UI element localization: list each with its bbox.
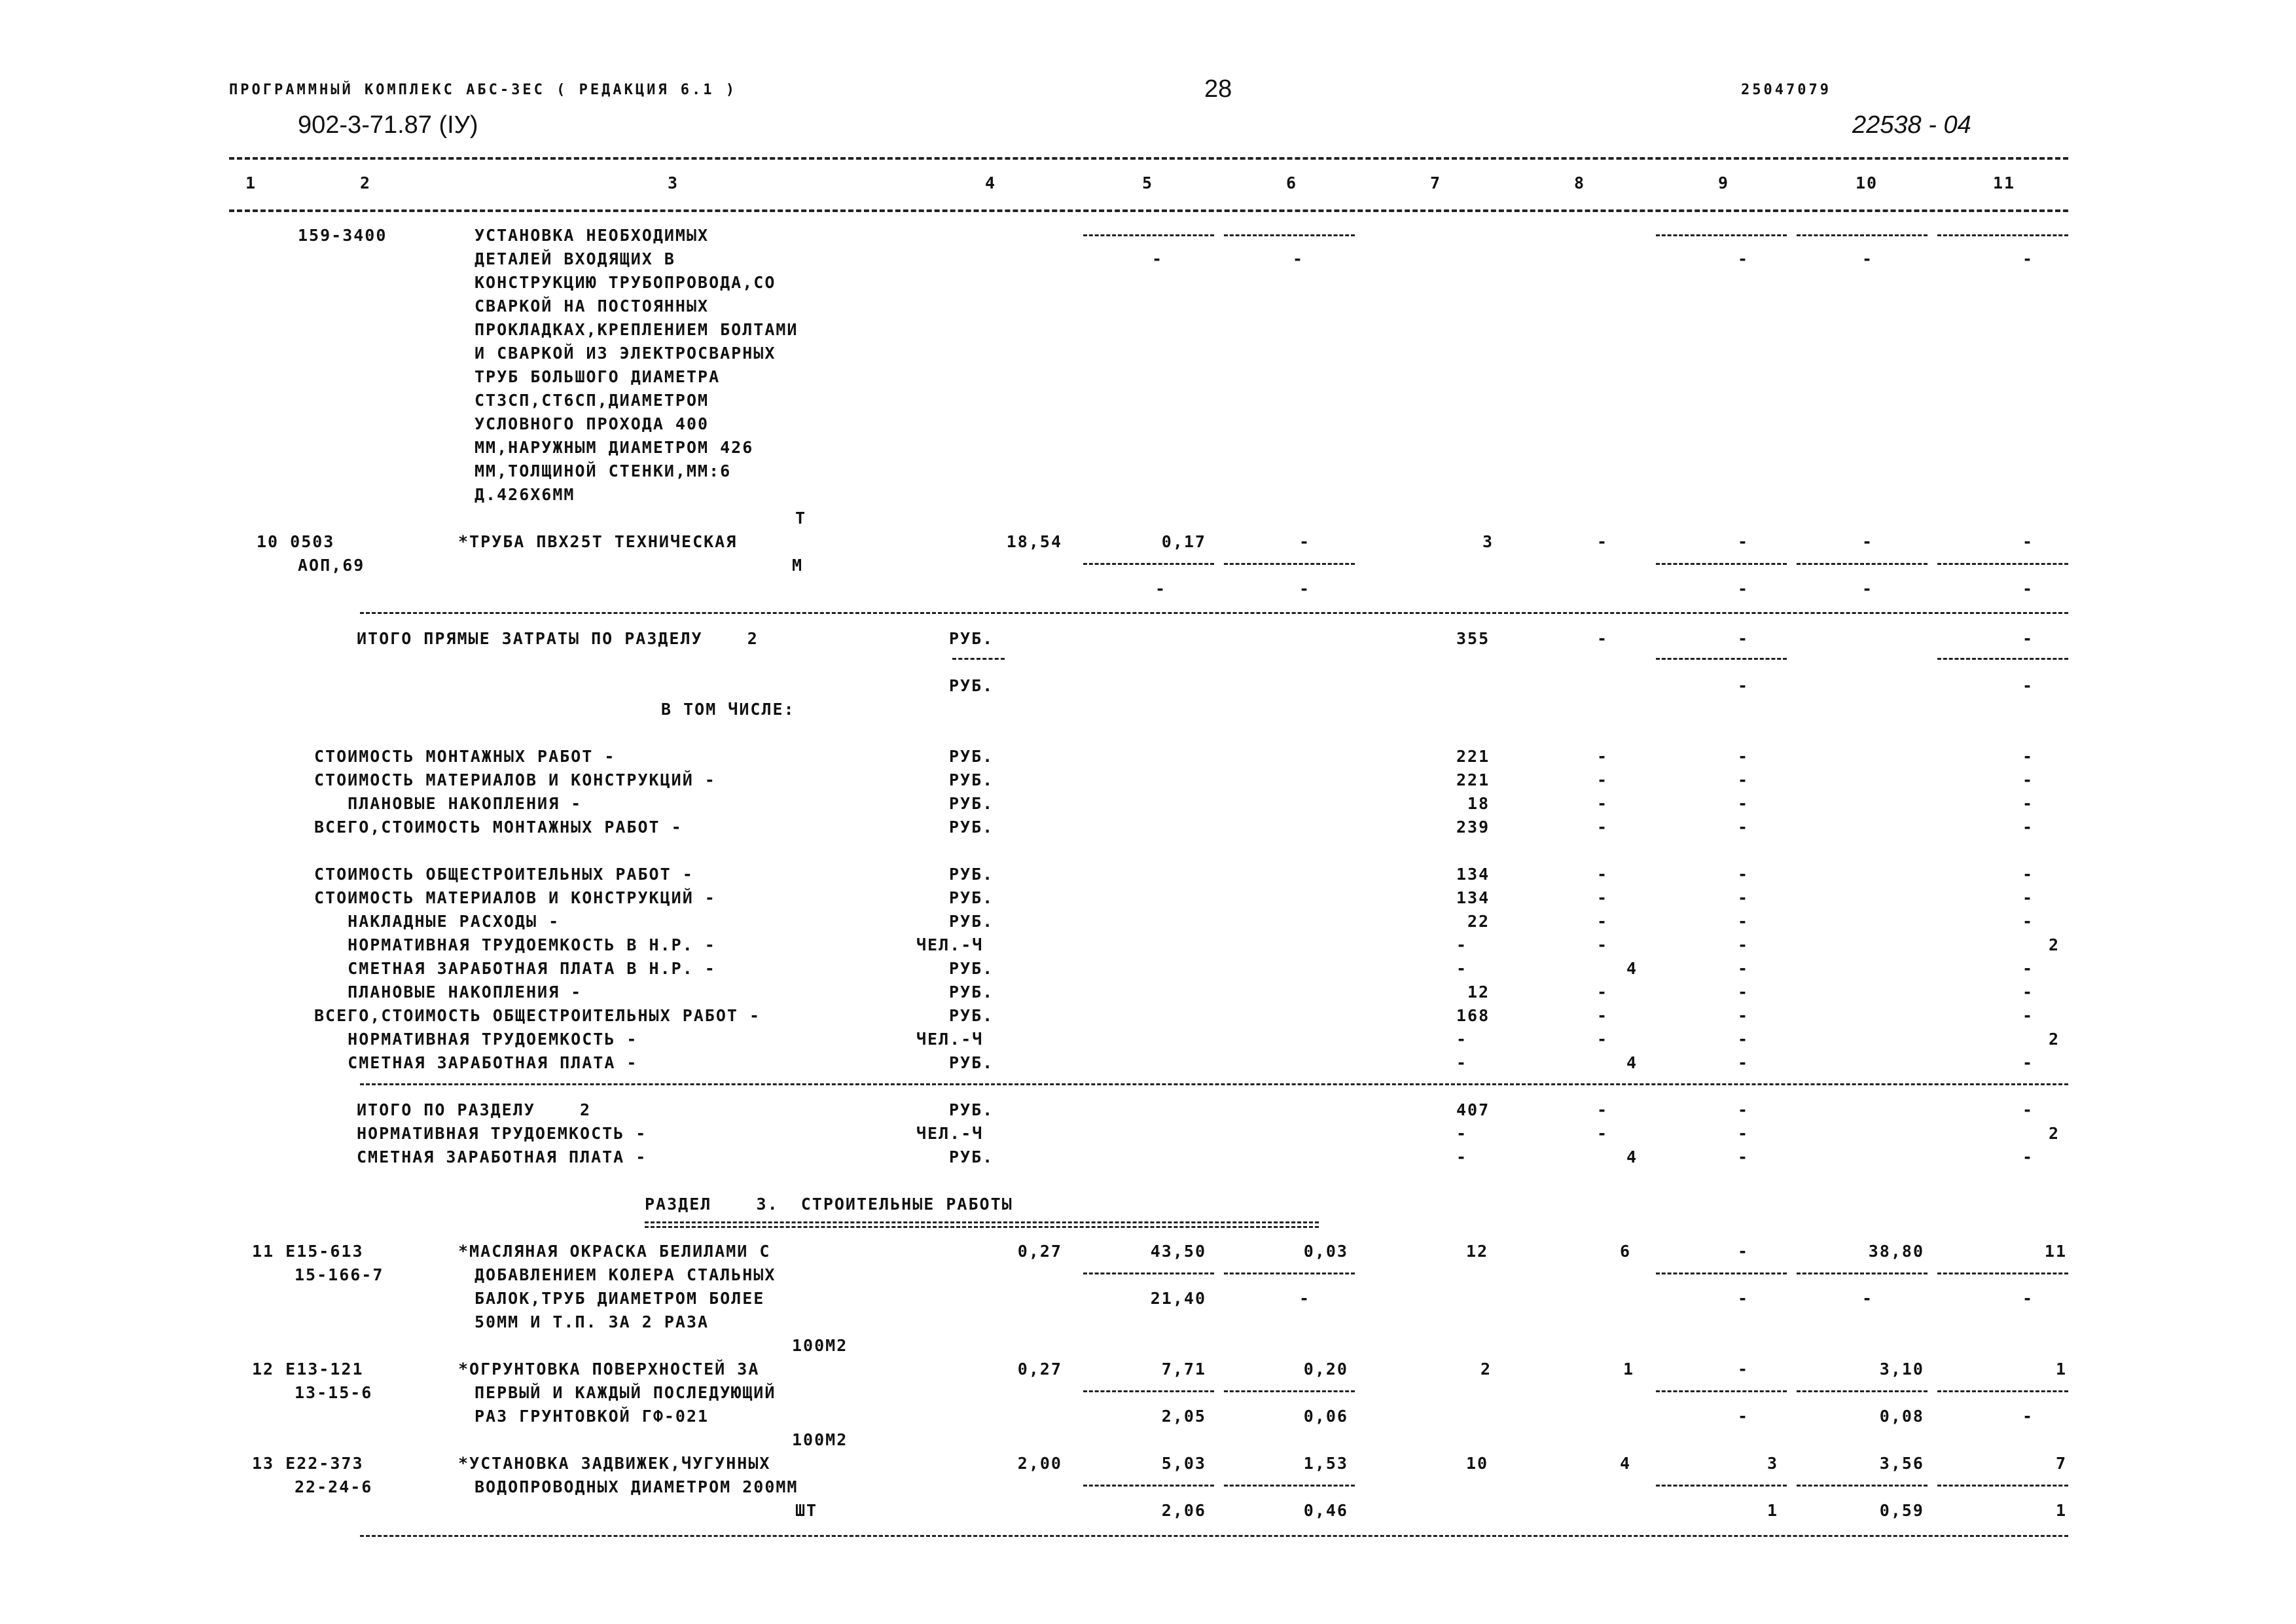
- list-item-c11: -: [2022, 770, 2034, 789]
- cell-c10b: 0,08: [1879, 1407, 1924, 1426]
- row-number: 10 0503: [257, 532, 335, 551]
- cell-divider: [1224, 234, 1355, 236]
- cell-c5b: 2,05: [1161, 1407, 1206, 1426]
- list-item: НОРМАТИВНАЯ ТРУДОЕМКОСТЬ -: [314, 1030, 638, 1049]
- list-item-c9: -: [1738, 794, 1749, 813]
- row-unit: ШТ: [795, 1501, 818, 1520]
- list-item: ВСЕГО,СТОИМОСТЬ ОБЩЕСТРОИТЕЛЬНЫХ РАБОТ -: [314, 1006, 761, 1025]
- list-item-c11: 2: [2049, 1030, 2060, 1049]
- cell-c9b: -: [1738, 579, 1749, 598]
- cell-c10: 3,10: [1879, 1360, 1924, 1379]
- list-item-c7: -: [1456, 1147, 1468, 1166]
- list-item-c8: -: [1597, 1100, 1609, 1119]
- cell-c9b: -: [1738, 1289, 1749, 1308]
- list-item-c9: -: [1738, 770, 1749, 789]
- list-item-c8: -: [1597, 912, 1609, 931]
- list-item-c7: 18: [1467, 794, 1490, 813]
- list-item: ПЛАНОВЫЕ НАКОПЛЕНИЯ -: [314, 983, 583, 1001]
- list-item-c9: -: [1738, 1147, 1749, 1166]
- cell-c6: 1,53: [1303, 1454, 1348, 1473]
- list-item-c7: -: [1456, 935, 1468, 954]
- list-item-c8: -: [1597, 1124, 1609, 1143]
- row-code: 13-15-6: [295, 1383, 373, 1402]
- total-unit: РУБ.: [949, 676, 994, 695]
- list-item-c9: -: [1738, 865, 1749, 884]
- cell-c10: 38,80: [1868, 1242, 1924, 1261]
- list-item-c11: -: [2022, 912, 2034, 931]
- cell-c6: -: [1299, 532, 1311, 551]
- cell-c9: -: [1738, 1360, 1749, 1379]
- total-c11b: -: [2022, 676, 2034, 695]
- cell-c4: 18,54: [1006, 532, 1062, 551]
- cell-c5: -: [1152, 249, 1164, 268]
- list-item-c8: -: [1597, 747, 1609, 766]
- col-header: 6: [1286, 173, 1298, 192]
- list-item-c7: -: [1456, 1124, 1468, 1143]
- list-item-c8: -: [1597, 865, 1609, 884]
- row-desc-line: СТ3СП,СТ6СП,ДИАМЕТРОМ: [475, 391, 709, 410]
- row-desc-line: ДОБАВЛЕНИЕМ КОЛЕРА СТАЛЬНЫХ: [475, 1265, 776, 1284]
- cell-divider: [1797, 1485, 1928, 1487]
- list-item: СМЕТНАЯ ЗАРАБОТНАЯ ПЛАТА В Н.Р. -: [314, 959, 716, 978]
- cell-c6: 0,20: [1303, 1360, 1348, 1379]
- cell-c8: 6: [1620, 1242, 1632, 1261]
- list-item-unit: ЧЕЛ.-Ч: [916, 935, 984, 954]
- cell-c11b: -: [2022, 1407, 2034, 1426]
- list-item: НАКЛАДНЫЕ РАСХОДЫ -: [314, 912, 560, 931]
- row-unit: 100М2: [792, 1336, 848, 1355]
- cell-c9: -: [1738, 249, 1749, 268]
- list-item-c7: 12: [1467, 983, 1490, 1001]
- cell-c6b: 0,06: [1303, 1407, 1348, 1426]
- cell-divider: [1656, 1272, 1787, 1274]
- col-header: 2: [360, 173, 372, 192]
- list-item-unit: РУБ.: [949, 888, 994, 907]
- cell-divider: [1797, 234, 1928, 236]
- cell-divider: [952, 658, 1005, 660]
- row-desc-line: ПЕРВЫЙ И КАЖДЫЙ ПОСЛЕДУЮЩИЙ: [475, 1383, 776, 1402]
- doc-number: 25047079: [1741, 82, 1831, 98]
- cell-c10b: 0,59: [1879, 1501, 1924, 1520]
- total-c11: -: [2022, 629, 2034, 648]
- list-item: НОРМАТИВНАЯ ТРУДОЕМКОСТЬ -: [357, 1124, 647, 1143]
- cell-c9: 3: [1767, 1454, 1779, 1473]
- cell-divider: [1797, 1272, 1928, 1274]
- cell-divider: [1937, 1485, 2068, 1487]
- row-code: 159-3400: [298, 226, 387, 245]
- list-item-c7: 22: [1467, 912, 1490, 931]
- row-number: 13 E22-373: [252, 1454, 364, 1473]
- row-desc-line: *ОГРУНТОВКА ПОВЕРХНОСТЕЙ ЗА: [458, 1360, 760, 1379]
- col-header: 10: [1856, 173, 1878, 192]
- row-desc-line: ММ,ТОЛЩИНОЙ СТЕНКИ,ММ:6: [475, 461, 732, 480]
- list-item-c7: 407: [1456, 1100, 1490, 1119]
- list-item-unit: ЧЕЛ.-Ч: [916, 1124, 984, 1143]
- header-rule: [229, 209, 2068, 212]
- row-desc-line: *ТРУБА ПВХ25Т ТЕХНИЧЕСКАЯ: [458, 532, 738, 551]
- list-item-unit: РУБ.: [949, 818, 994, 837]
- col-header: 11: [1993, 173, 2016, 192]
- list-item-c11: -: [2022, 1100, 2034, 1119]
- list-item: ПЛАНОВЫЕ НАКОПЛЕНИЯ -: [314, 794, 583, 813]
- row-code: АОП,69: [298, 556, 365, 575]
- cell-c6b: -: [1299, 579, 1311, 598]
- cell-c7: 3: [1482, 532, 1494, 551]
- row-desc-line: УСЛОВНОГО ПРОХОДА 400: [475, 414, 709, 433]
- list-item-unit: ЧЕЛ.-Ч: [916, 1030, 984, 1049]
- cell-divider: [1083, 1272, 1214, 1274]
- list-item-c11: -: [2022, 1147, 2034, 1166]
- cell-c7: 12: [1466, 1242, 1489, 1261]
- row-desc-line: *МАСЛЯНАЯ ОКРАСКА БЕЛИЛАМИ С: [458, 1242, 771, 1261]
- list-item-unit: РУБ.: [949, 983, 994, 1001]
- list-item-c8: -: [1597, 770, 1609, 789]
- cell-c10b: -: [1862, 579, 1874, 598]
- list-item-c11: -: [2022, 1006, 2034, 1025]
- list-item-c11: -: [2022, 794, 2034, 813]
- cell-c6: 0,03: [1303, 1242, 1348, 1261]
- list-item-c7: 239: [1456, 818, 1490, 837]
- list-item-c8: -: [1597, 794, 1609, 813]
- cell-c4: 0,27: [1017, 1360, 1062, 1379]
- cell-c5b: 2,06: [1161, 1501, 1206, 1520]
- section-total-rule: [360, 1083, 2068, 1085]
- cell-c5b: -: [1155, 579, 1167, 598]
- list-item-c9: -: [1738, 935, 1749, 954]
- list-item-c8: 4: [1626, 1147, 1638, 1166]
- list-item-c7: 134: [1456, 888, 1490, 907]
- cell-c6b: 0,46: [1303, 1501, 1348, 1520]
- list-item-unit: РУБ.: [949, 794, 994, 813]
- cell-c8: 1: [1623, 1360, 1635, 1379]
- cell-divider: [1224, 1485, 1355, 1487]
- cell-divider: [1224, 1272, 1355, 1274]
- col-header: 7: [1430, 173, 1442, 192]
- list-item-c11: -: [2022, 888, 2034, 907]
- list-item-unit: РУБ.: [949, 1147, 994, 1166]
- cell-divider: [1083, 563, 1214, 565]
- list-item-c9: -: [1738, 888, 1749, 907]
- row-code: 15-166-7: [295, 1265, 384, 1284]
- cell-c11b: -: [2022, 579, 2034, 598]
- cell-c9b: 1: [1767, 1501, 1779, 1520]
- cell-c11b: -: [2022, 1289, 2034, 1308]
- list-item-c7: 221: [1456, 747, 1490, 766]
- cell-divider: [1937, 234, 2068, 236]
- cell-c8: 4: [1620, 1454, 1632, 1473]
- list-item-c7: 168: [1456, 1006, 1490, 1025]
- totals-rule: [360, 612, 2068, 614]
- row-code: 22-24-6: [295, 1477, 373, 1496]
- row-desc-line: ДЕТАЛЕЙ ВХОДЯЩИХ В: [475, 249, 675, 268]
- row-desc-line: РАЗ ГРУНТОВКОЙ ГФ-021: [475, 1407, 709, 1426]
- cell-c4: 2,00: [1017, 1454, 1062, 1473]
- col-header: 3: [668, 173, 679, 192]
- list-item-c8: -: [1597, 983, 1609, 1001]
- row-desc-line: УСТАНОВКА НЕОБХОДИМЫХ: [475, 226, 709, 245]
- list-item-c9: -: [1738, 912, 1749, 931]
- list-item-c8: -: [1597, 935, 1609, 954]
- cell-c9: -: [1738, 1242, 1749, 1261]
- list-item-c9: -: [1738, 747, 1749, 766]
- list-item-c9: -: [1738, 1006, 1749, 1025]
- list-item-c11: -: [2022, 1053, 2034, 1072]
- list-item-unit: РУБ.: [949, 1053, 994, 1072]
- list-item-c11: 2: [2049, 935, 2060, 954]
- list-item-c9: -: [1738, 983, 1749, 1001]
- list-item-c8: -: [1597, 1006, 1609, 1025]
- cell-divider: [1656, 658, 1787, 660]
- cell-divider: [1083, 234, 1214, 236]
- list-item-c8: -: [1597, 1030, 1609, 1049]
- cell-c5b: 21,40: [1150, 1289, 1206, 1308]
- cell-c10b: -: [1862, 1289, 1874, 1308]
- including-heading: В ТОМ ЧИСЛЕ:: [661, 700, 795, 719]
- total-c9b: -: [1738, 676, 1749, 695]
- list-item: СТОИМОСТЬ МАТЕРИАЛОВ И КОНСТРУКЦИЙ -: [314, 770, 716, 789]
- row-desc-line: ММ,НАРУЖНЫМ ДИАМЕТРОМ 426: [475, 438, 754, 457]
- list-item-c11: 2: [2049, 1124, 2060, 1143]
- list-item-c11: -: [2022, 959, 2034, 978]
- project-code: 902-3-71.87 (IУ): [298, 111, 478, 139]
- list-item-unit: РУБ.: [949, 747, 994, 766]
- cell-divider: [1656, 1390, 1787, 1392]
- row-number: 12 E13-121: [252, 1360, 364, 1379]
- list-item: СТОИМОСТЬ МОНТАЖНЫХ РАБОТ -: [314, 747, 616, 766]
- col-header: 4: [985, 173, 997, 192]
- cell-divider: [1937, 1390, 2068, 1392]
- total-label: ИТОГО ПРЯМЫЕ ЗАТРАТЫ ПО РАЗДЕЛУ 2: [357, 629, 759, 648]
- cell-c11: -: [2022, 532, 2034, 551]
- cell-divider: [1937, 563, 2068, 565]
- list-item-c7: 221: [1456, 770, 1490, 789]
- list-item-c11: -: [2022, 865, 2034, 884]
- cell-divider: [1937, 658, 2068, 660]
- cell-divider: [1797, 1390, 1928, 1392]
- list-item-c7: 134: [1456, 865, 1490, 884]
- cell-divider: [1224, 1390, 1355, 1392]
- row-desc-line: 50ММ И Т.П. ЗА 2 РАЗА: [475, 1312, 709, 1331]
- col-header: 5: [1142, 173, 1154, 192]
- list-item-c8: -: [1597, 818, 1609, 837]
- cell-c10: 3,56: [1879, 1454, 1924, 1473]
- list-item-c9: -: [1738, 1124, 1749, 1143]
- cell-c8: -: [1597, 532, 1609, 551]
- cell-c7: 2: [1480, 1360, 1492, 1379]
- total-c9: -: [1738, 629, 1749, 648]
- cell-divider: [1797, 563, 1928, 565]
- list-item-unit: РУБ.: [949, 912, 994, 931]
- cell-c11b: 1: [2055, 1501, 2067, 1520]
- row-desc-line: ТРУБ БОЛЬШОГО ДИАМЕТРА: [475, 367, 721, 386]
- page-number: 28: [1204, 75, 1232, 103]
- list-item-c9: -: [1738, 959, 1749, 978]
- total-c7: 355: [1456, 629, 1490, 648]
- cell-c5: 5,03: [1161, 1454, 1206, 1473]
- cell-c6b: -: [1299, 1289, 1311, 1308]
- sheet-code: 22538 - 04: [1852, 111, 1971, 139]
- list-item-c9: -: [1738, 1100, 1749, 1119]
- row-unit: М: [792, 556, 804, 575]
- list-item: НОРМАТИВНАЯ ТРУДОЕМКОСТЬ В Н.Р. -: [314, 935, 716, 954]
- cell-c7: 10: [1466, 1454, 1489, 1473]
- list-item-unit: РУБ.: [949, 959, 994, 978]
- col-header: 1: [245, 173, 257, 192]
- total-unit: РУБ.: [949, 629, 994, 648]
- list-item-c8: 4: [1626, 959, 1638, 978]
- cell-c5: 43,50: [1150, 1242, 1206, 1261]
- list-item: ВСЕГО,СТОИМОСТЬ МОНТАЖНЫХ РАБОТ -: [314, 818, 683, 837]
- row-desc-line: И СВАРКОЙ ИЗ ЭЛЕКТРОСВАРНЫХ: [475, 344, 776, 363]
- list-item-c11: -: [2022, 818, 2034, 837]
- row-desc-line: ВОДОПРОВОДНЫХ ДИАМЕТРОМ 200ММ: [475, 1477, 798, 1496]
- cell-c4: 0,27: [1017, 1242, 1062, 1261]
- cell-divider: [1083, 1485, 1214, 1487]
- list-item-c7: -: [1456, 959, 1468, 978]
- section-3-underline: [645, 1221, 1319, 1228]
- list-item-c8: -: [1597, 888, 1609, 907]
- list-item: СМЕТНАЯ ЗАРАБОТНАЯ ПЛАТА -: [357, 1147, 647, 1166]
- cell-c6: -: [1293, 249, 1304, 268]
- cell-c9: -: [1738, 532, 1749, 551]
- cell-c11: 11: [2044, 1242, 2067, 1261]
- cell-c10: -: [1862, 249, 1874, 268]
- cell-c9b: -: [1738, 1407, 1749, 1426]
- col-header: 9: [1718, 173, 1730, 192]
- row-desc-line: КОНСТРУКЦИЮ ТРУБОПРОВОДА,СО: [475, 273, 776, 292]
- cell-divider: [1656, 1485, 1787, 1487]
- list-item-c11: -: [2022, 983, 2034, 1001]
- list-item-unit: РУБ.: [949, 865, 994, 884]
- cell-divider: [1937, 1272, 2068, 1274]
- row-desc-line: Д.426Х6ММ: [475, 485, 575, 504]
- program-header: ПРОГРАММНЫЙ КОМПЛЕКС АБС-3ЕС ( РЕДАКЦИЯ 6.1 ): [229, 82, 738, 98]
- list-item-c8: 4: [1626, 1053, 1638, 1072]
- list-item-c9: -: [1738, 818, 1749, 837]
- list-item-unit: РУБ.: [949, 1006, 994, 1025]
- row-desc-line: СВАРКОЙ НА ПОСТОЯННЫХ: [475, 297, 709, 316]
- list-item: СТОИМОСТЬ ОБЩЕСТРОИТЕЛЬНЫХ РАБОТ -: [314, 865, 694, 884]
- list-item: СТОИМОСТЬ МАТЕРИАЛОВ И КОНСТРУКЦИЙ -: [314, 888, 716, 907]
- list-item-c9: -: [1738, 1030, 1749, 1049]
- cell-divider: [1224, 563, 1355, 565]
- bottom-rule: [360, 1535, 2068, 1537]
- cell-c5: 7,71: [1161, 1360, 1206, 1379]
- total-c8: -: [1597, 629, 1609, 648]
- list-item: СМЕТНАЯ ЗАРАБОТНАЯ ПЛАТА -: [314, 1053, 638, 1072]
- cell-divider: [1656, 563, 1787, 565]
- cell-c11: 1: [2055, 1360, 2067, 1379]
- row-unit: Т: [795, 509, 807, 528]
- cell-c11: 7: [2055, 1454, 2067, 1473]
- cell-c10: -: [1862, 532, 1874, 551]
- row-desc-line: ПРОКЛАДКАХ,КРЕПЛЕНИЕМ БОЛТАМИ: [475, 320, 798, 339]
- cell-divider: [1083, 1390, 1214, 1392]
- cell-c11: -: [2022, 249, 2034, 268]
- list-item-c7: -: [1456, 1030, 1468, 1049]
- list-item-unit: РУБ.: [949, 1100, 994, 1119]
- list-item-c11: -: [2022, 747, 2034, 766]
- row-number: 11 E15-613: [252, 1242, 364, 1261]
- section-3-heading: РАЗДЕЛ 3. СТРОИТЕЛЬНЫЕ РАБОТЫ: [645, 1195, 1013, 1214]
- cell-divider: [1656, 234, 1787, 236]
- list-item: ИТОГО ПО РАЗДЕЛУ 2: [357, 1100, 592, 1119]
- col-header: 8: [1574, 173, 1586, 192]
- row-desc-line: БАЛОК,ТРУБ ДИАМЕТРОМ БОЛЕЕ: [475, 1289, 765, 1308]
- list-item-c7: -: [1456, 1053, 1468, 1072]
- list-item-c9: -: [1738, 1053, 1749, 1072]
- row-unit: 100М2: [792, 1430, 848, 1449]
- cell-c5: 0,17: [1161, 532, 1206, 551]
- row-desc-line: *УСТАНОВКА ЗАДВИЖЕК,ЧУГУННЫХ: [458, 1454, 771, 1473]
- top-rule: [229, 157, 2068, 160]
- list-item-unit: РУБ.: [949, 770, 994, 789]
